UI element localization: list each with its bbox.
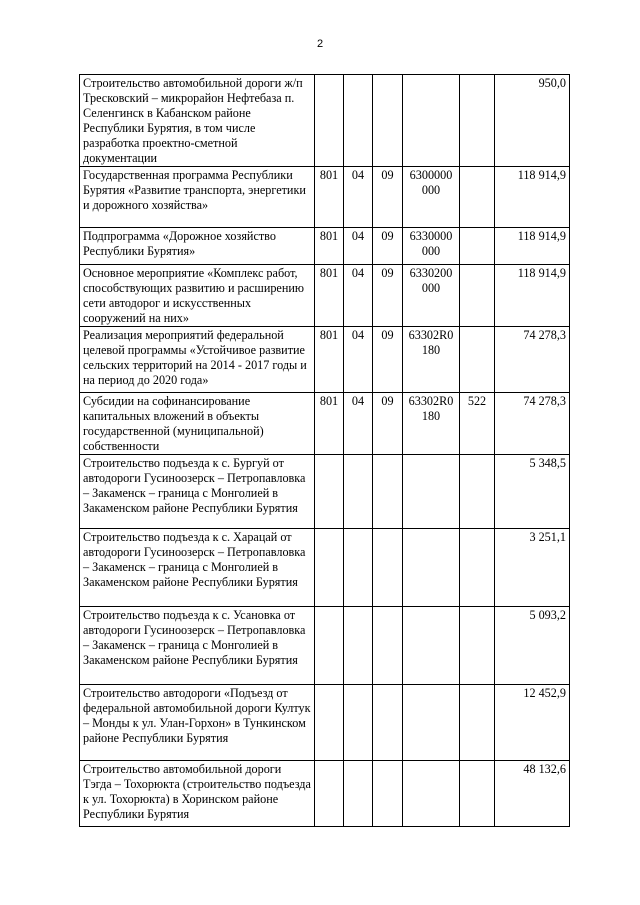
subsection-code: [373, 529, 403, 607]
target-article: 6330000 000: [403, 228, 460, 265]
expense-type: [460, 761, 495, 827]
table-row: [80, 228, 570, 265]
department-code: 801: [315, 167, 344, 228]
amount: 118 914,9: [495, 228, 570, 265]
target-article: [403, 685, 460, 761]
expense-type: [460, 529, 495, 607]
department-code: [315, 75, 344, 167]
department-code: [315, 761, 344, 827]
table-row: [80, 455, 570, 529]
section-code: [344, 529, 373, 607]
target-article: 6330200 000: [403, 265, 460, 327]
department-code: 801: [315, 327, 344, 393]
item-name: Строительство автодороги «Подъезд от федеральной автомобильной дороги Култук – Монды к ул. Улан-Горхон» в Тункинском районе Республики Бурятия: [80, 685, 315, 761]
table-row: [80, 265, 570, 327]
item-name: Строительство автомобильной дороги ж/п Тресковский – микрорайон Нефтебаза п. Селенгинск в Кабанском районе Республики Бурятия, в том числе разработка проектно-сметной документации: [80, 75, 315, 167]
section-code: [344, 761, 373, 827]
expense-type: [460, 327, 495, 393]
section-code: [344, 75, 373, 167]
item-name: Строительство автомобильной дороги Тэгда – Тохорюкта (строительство подъезда к ул. Тохорюкта) в Хоринском районе Республики Бурятия: [80, 761, 315, 827]
amount: 3 251,1: [495, 529, 570, 607]
target-article: [403, 529, 460, 607]
subsection-code: [373, 761, 403, 827]
subsection-code: 09: [373, 393, 403, 455]
amount: 74 278,3: [495, 327, 570, 393]
table-row: [80, 529, 570, 607]
amount: 74 278,3: [495, 393, 570, 455]
table-row: [80, 75, 570, 167]
expense-type: [460, 167, 495, 228]
item-name: Строительство подъезда к с. Усановка от автодороги Гусиноозерск – Петропавловка – Закаменск – граница с Монголией в Закаменском районе Республики Бурятия: [80, 607, 315, 685]
expense-type: [460, 265, 495, 327]
expense-type: [460, 607, 495, 685]
section-code: 04: [344, 228, 373, 265]
budget-table: [79, 74, 570, 827]
section-code: 04: [344, 265, 373, 327]
section-code: 04: [344, 327, 373, 393]
department-code: [315, 607, 344, 685]
department-code: [315, 529, 344, 607]
department-code: 801: [315, 393, 344, 455]
expense-type: [460, 455, 495, 529]
amount: 12 452,9: [495, 685, 570, 761]
table-row: [80, 327, 570, 393]
section-code: 04: [344, 393, 373, 455]
target-article: [403, 607, 460, 685]
item-name: Подпрограмма «Дорожное хозяйство Республики Бурятия»: [80, 228, 315, 265]
expense-type: [460, 228, 495, 265]
item-name: Строительство подъезда к с. Харацай от автодороги Гусиноозерск – Петропавловка – Закаменск – граница с Монголией в Закаменском районе Республики Бурятия: [80, 529, 315, 607]
table-row: [80, 685, 570, 761]
page-number: 2: [316, 38, 324, 50]
table-row: [80, 607, 570, 685]
table-row: [80, 167, 570, 228]
amount: 950,0: [495, 75, 570, 167]
department-code: [315, 455, 344, 529]
subsection-code: 09: [373, 167, 403, 228]
amount: 5 348,5: [495, 455, 570, 529]
target-article: 63302R0 180: [403, 393, 460, 455]
amount: 5 093,2: [495, 607, 570, 685]
table-row: [80, 393, 570, 455]
amount: 48 132,6: [495, 761, 570, 827]
item-name: Строительство подъезда к с. Бургуй от автодороги Гусиноозерск – Петропавловка – Закаменск – граница с Монголией в Закаменском районе Республики Бурятия: [80, 455, 315, 529]
expense-type: [460, 685, 495, 761]
subsection-code: [373, 75, 403, 167]
item-name: Основное мероприятие «Комплекс работ, способствующих развитию и расширению сети автодорог и искусственных сооружений на них»: [80, 265, 315, 327]
section-code: [344, 455, 373, 529]
target-article: [403, 75, 460, 167]
section-code: [344, 607, 373, 685]
item-name: Государственная программа Республики Бурятия «Развитие транспорта, энергетики и дорожного хозяйства»: [80, 167, 315, 228]
section-code: 04: [344, 167, 373, 228]
subsection-code: [373, 455, 403, 529]
subsection-code: 09: [373, 265, 403, 327]
amount: 118 914,9: [495, 167, 570, 228]
item-name: Субсидии на софинансирование капитальных вложений в объекты государственной (муниципальной) собственности: [80, 393, 315, 455]
department-code: 801: [315, 265, 344, 327]
amount: 118 914,9: [495, 265, 570, 327]
section-code: [344, 685, 373, 761]
subsection-code: 09: [373, 228, 403, 265]
item-name: Реализация мероприятий федеральной целевой программы «Устойчивое развитие сельских территорий на 2014 - 2017 годы и на период до 2020 года»: [80, 327, 315, 393]
expense-type: 522: [460, 393, 495, 455]
subsection-code: [373, 685, 403, 761]
subsection-code: 09: [373, 327, 403, 393]
expense-type: [460, 75, 495, 167]
target-article: [403, 761, 460, 827]
target-article: 6300000 000: [403, 167, 460, 228]
department-code: [315, 685, 344, 761]
department-code: 801: [315, 228, 344, 265]
target-article: [403, 455, 460, 529]
target-article: 63302R0 180: [403, 327, 460, 393]
table-row: [80, 761, 570, 827]
subsection-code: [373, 607, 403, 685]
